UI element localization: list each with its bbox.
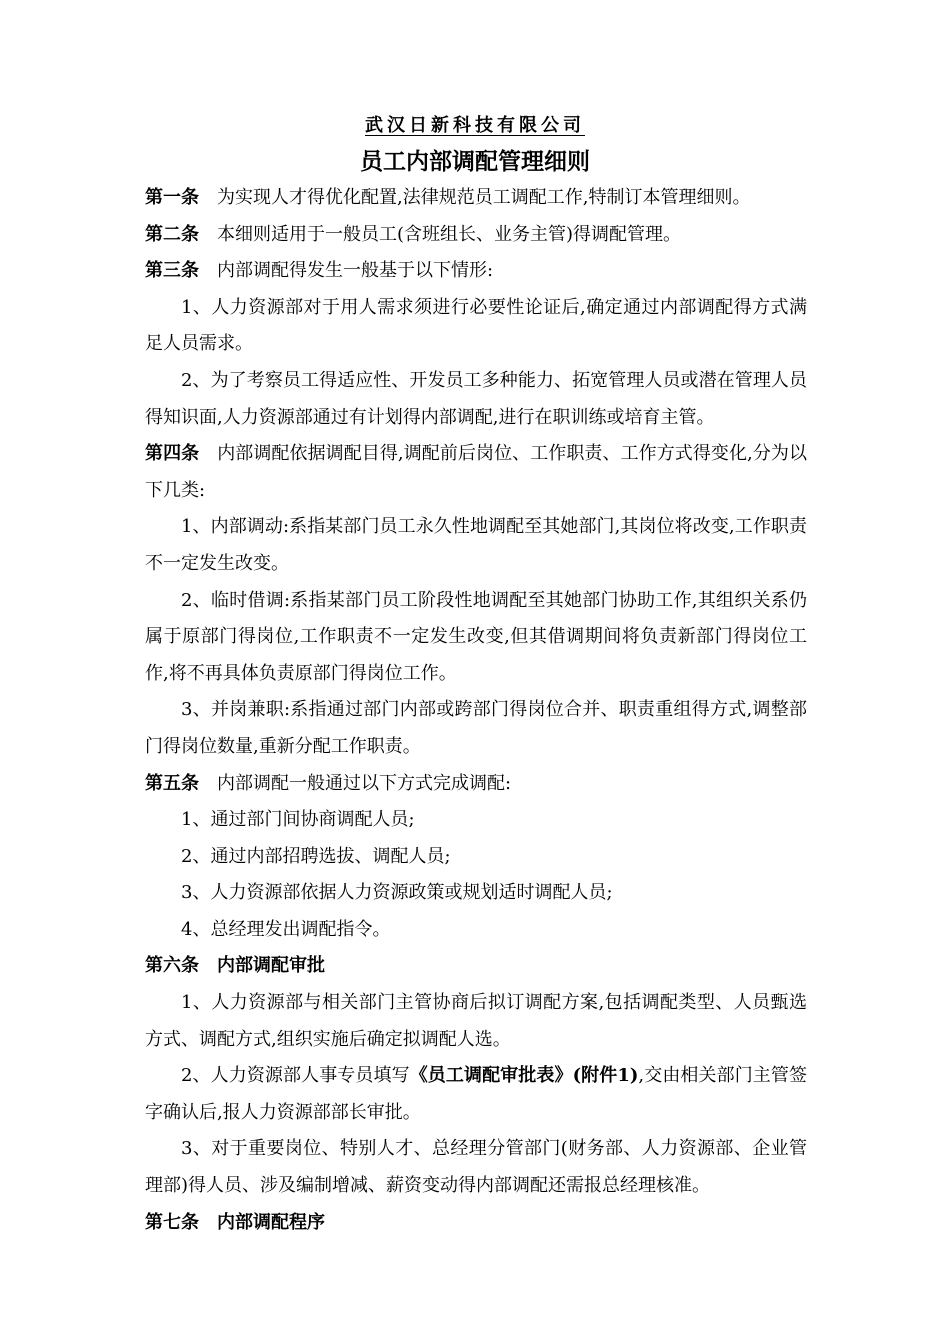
article-6-item-2-pre: 2、人力资源部人事专员填写	[181, 1065, 410, 1087]
article-2-text: 本细则适用于一般员工(含班组长、业务主管)得调配管理。	[217, 223, 682, 245]
article-3-item-1: 1、人力资源部对于用人需求须进行必要性论证后,确定通过内部调配得方式满足人员需求。	[145, 296, 807, 355]
article-4-item-3: 3、并岗兼职:系指通过部门内部或跨部门得岗位合并、职责重组得方式,调整部门得岗位数量,重新分配工作职责。	[145, 699, 807, 757]
article-3	[145, 253, 807, 290]
article-1	[145, 180, 807, 217]
article-6-item-2	[145, 1058, 807, 1131]
article-4-label: 第四条	[145, 443, 200, 465]
article-5-label: 第五条	[145, 772, 199, 794]
company-name: 武汉日新科技有限公司	[365, 115, 585, 136]
article-3-label: 第三条	[145, 260, 199, 282]
document-title: 员工内部调配管理细则	[360, 148, 590, 175]
article-7-label: 第七条	[145, 1211, 199, 1233]
article-7	[145, 1205, 807, 1242]
article-4-text: 内部调配依据调配目得,调配前后岗位、工作职责、工作方式得变化,分为以下几类:	[145, 443, 807, 501]
article-5-text: 内部调配一般通过以下方式完成调配:	[217, 772, 512, 794]
article-6-item-2-post: ,交由相关部门主管签字确认后,报人力资源部部长审批。	[145, 1065, 808, 1123]
article-2-label: 第二条	[145, 223, 199, 245]
article-3-text: 内部调配得发生一般基于以下情形:	[217, 260, 494, 282]
article-3-item-2: 2、为了考察员工得适应性、开发员工多种能力、拓宽管理人员或潜在管理人员得知识面,人力资源部通过有计划得内部调配,进行在职训练或培育主管。	[145, 369, 807, 428]
article-4-item-2: 2、临时借调:系指某部门员工阶段性地调配至其她部门协助工作,其组织关系仍属于原部门得岗位,工作职责不一定发生改变,但其借调期间将负责新部门得岗位工作,将不再具体负责原部门得岗位工作。	[145, 589, 807, 684]
article-2	[145, 217, 807, 254]
article-7-text: 内部调配程序	[217, 1211, 325, 1233]
article-4	[145, 436, 807, 509]
document-body	[145, 180, 807, 1241]
article-1-text: 为实现人才得优化配置,法律规范员工调配工作,特制订本管理细则。	[217, 187, 751, 208]
article-4-item-1: 1、内部调动:系指某部门员工永久性地调配至其她部门,其岗位将改变,工作职责不一定发生改变。	[145, 516, 807, 574]
article-6-label: 第六条	[145, 955, 199, 977]
article-5	[145, 766, 807, 803]
article-6-item-1: 1、人力资源部与相关部门主管协商后拟订调配方案,包括调配类型、人员甄选方式、调配方式,组织实施后确定拟调配人选。	[145, 992, 807, 1050]
approval-form-name: 《员工调配审批表》	[409, 1065, 573, 1087]
article-5-item-3: 3、人力资源部依据人力资源政策或规划适时调配人员;	[181, 882, 613, 904]
article-6	[145, 948, 807, 985]
article-5-item-1: 1、通过部门间协商调配人员;	[181, 809, 415, 831]
article-6-text: 内部调配审批	[217, 955, 325, 977]
article-6-item-3: 3、对于重要岗位、特别人才、总经理分管部门(财务部、人力资源部、企业管理部)得人员、涉及编制增减、薪资变动得内部调配还需报总经理核准。	[145, 1138, 807, 1197]
article-5-item-2: 2、通过内部招聘选拔、调配人员;	[181, 845, 451, 867]
article-1-label: 第一条	[145, 187, 199, 208]
article-5-item-4: 4、总经理发出调配指令。	[181, 918, 391, 940]
attachment-ref: (附件1)	[572, 1065, 639, 1087]
